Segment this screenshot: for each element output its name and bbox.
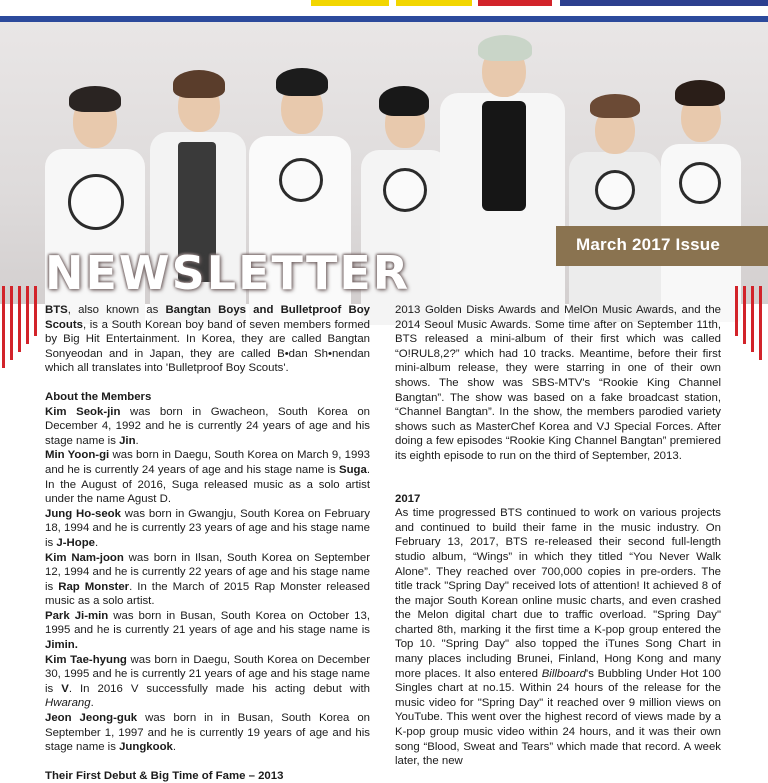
member-bio: Kim Tae-hyung was born in Daegu, South Korea on December 30, 1995 and he is currently 21 years of age and his stage name is V. In 2016 V successfully made his acting debut with Hwarang.: [45, 653, 370, 710]
member-bio: Min Yoon-gi was born in Daegu, South Korea on March 9, 1993 and he is currently 24 years of age and his stage name is Suga. In the August of 2016, Suga released music as a solo artist under the name Agust D.: [45, 449, 370, 506]
debut-continued: 2013 Golden Disks Awards and MelOn Music Awards, and the 2014 Seoul Music Awards. Some time after on September 11th, BTS released a mini-album of their first which was called “O!RUL8,2?” which had 10 tracks. Meantime, before their first mini-album release, they were starring in one of their own shows. The show was SBS-MTV's “Rookie King Channel Bangtan”. The show was based on a fake broadcast station, “Channel Bangtan”. In the show, the members parodied variety shows such as MasterChef Korea and VJ Special Forces. After doing a few episodes “Rookie King Channel Bangtan” premiered its eighth episode to run on the third of September, 2013.: [395, 304, 721, 462]
top-color-bar: [0, 0, 768, 6]
intro-paragraph: BTS, also known as Bangtan Boys and Bulletproof Boy Scouts, is a South Korean boy band of seven members formed by Big Hit Entertainment. In Korea, they are called Bangtan Sonyeodan and in Japan, they are called B•dan Sh•nendan which all translates into 'Bulletproof Boy Scouts'.: [45, 304, 370, 375]
newsletter-title: NEWSLETTER: [45, 246, 411, 300]
about-heading: About the Members: [45, 390, 152, 403]
member-figure: [655, 62, 750, 314]
member-bio: Jeon Jeong-guk was born in in Busan, South Korea on September 1, 1997 and he is currently 19 years of age and his stage name is Jungkook.: [45, 712, 370, 754]
member-bio: Kim Seok-jin was born in Gwacheon, South Korea on December 4, 1992 and he is currently 24 years of age and his stage name is Jin.: [45, 405, 370, 447]
issue-tab: [556, 226, 768, 266]
member-figure: [440, 29, 570, 314]
yellow-block: [396, 0, 472, 6]
left-column: [45, 303, 370, 783]
year-2017-paragraph: As time progressed BTS continued to work on various projects and continued to build their fame in the music industry. On February 13, 2017, BTS re-released their second full-length studio album, “Wings” in which they titled “You Never Walk Alone”. They reached over 700,000 copies in pre-orders. The title track "Spring Day" received lots of attention! It achieved 8 of the major South Korean online music charts, and even crashed the Melon digital chart due to traffic overload. "Spring Day" charted 8th, marking it the first time a K-pop group entered the Top 10. "Spring Day" also topped the iTunes Song Chart in many places including Brunei, Finland, Hong Kong and many more places. It also entered Billboard's Bubbling Under Hot 100 Singles chart at no.15. Within 24 hours of the release for the music video for "Spring Day" it reached over 9 million views on YouTube. This went over the highest record of views made by a K-pop group music video within 24 hours, and it was their own song “Blood, Sweat and Tears” which made that record. A week later, the new: [395, 507, 721, 768]
yellow-block: [311, 0, 389, 6]
blue-block: [560, 0, 768, 6]
member-bio: Kim Nam-joon was born in Ilsan, South Korea on September 12, 1994 and he is currently 22 years of age and his stage name is Rap Monster. In the March of 2015 Rap Monster released music as a solo artist.: [45, 551, 370, 608]
member-bio: Jung Ho-seok was born in Gwangju, South Korea on February 18, 1994 and he is currently 23 years of age and his stage name is J-Hope.: [45, 507, 370, 549]
member-figure: [565, 72, 665, 314]
member-bio: Park Ji-min was born in Busan, South Korea on October 13, 1995 and he is currently 21 years of age and his stage name is Jimin.: [45, 609, 370, 652]
issue-label: March 2017 Issue: [576, 235, 721, 254]
year-2017-heading: 2017: [395, 492, 421, 505]
debut-heading: Their First Debut & Big Time of Fame – 2013: [45, 769, 284, 782]
right-column: [395, 303, 721, 769]
red-block: [478, 0, 552, 6]
